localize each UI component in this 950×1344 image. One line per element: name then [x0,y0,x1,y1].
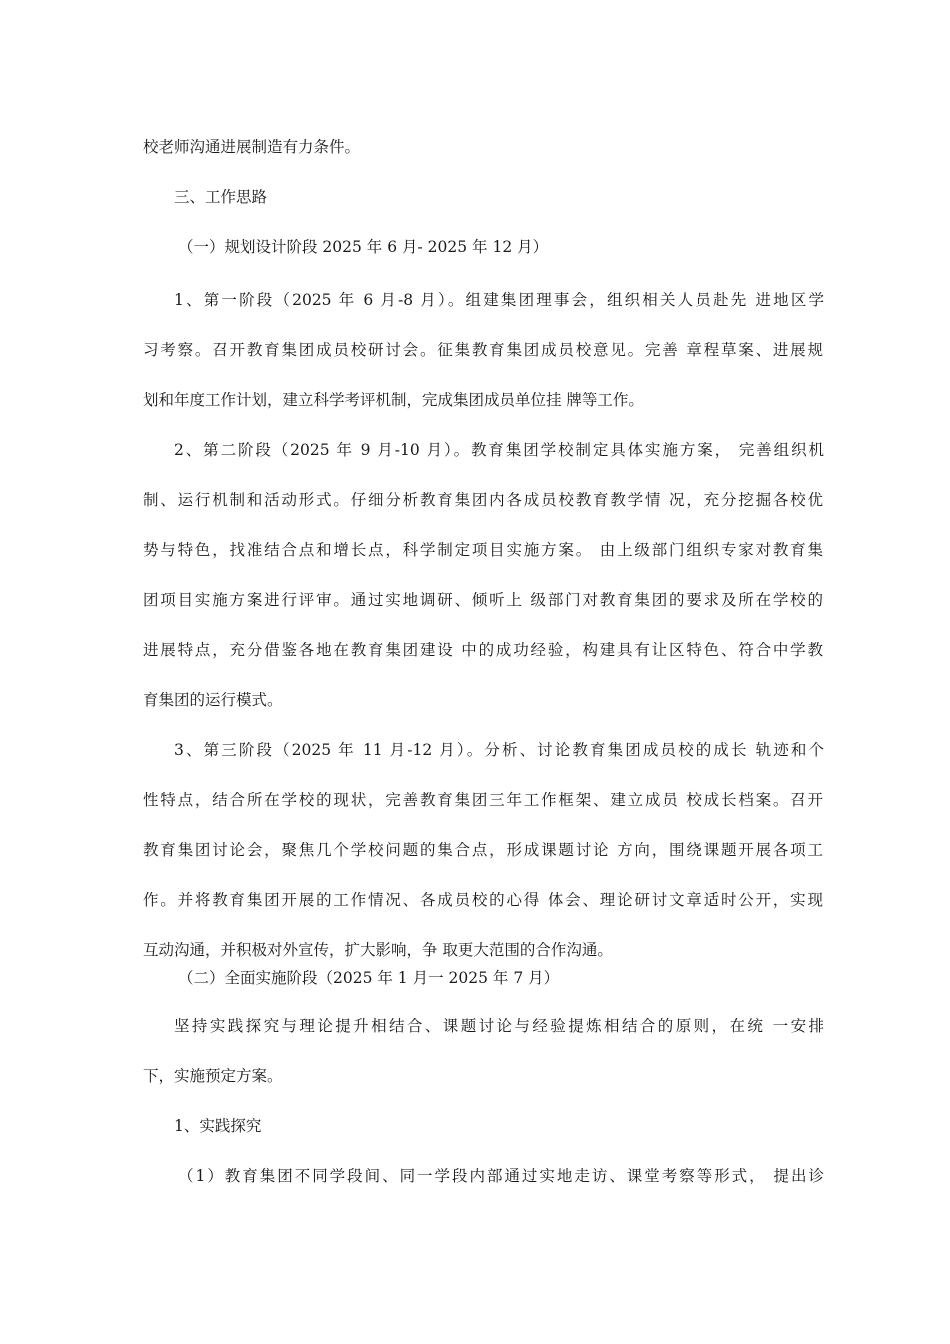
paragraph-line: 坚持实践探究与理论提升相结合、课题讨论与经验提炼相结合的原则，在统 一安排 [174,1017,824,1035]
paragraph-line: 势与特色，找准结合点和增长点，科学制定项目实施方案。 由上级部门组织专家对教育集 [143,541,823,559]
subsection-heading: （二）全面实施阶段（2025 年 1 月一 2025 年 7 月） [178,969,560,987]
section-heading: 三、工作思路 [174,188,268,206]
paragraph-line: （1）教育集团不同学段间、同一学段内部通过实地走访、课堂考察等形式， 提出诊 [178,1167,824,1185]
paragraph-line: 划和年度工作计划，建立科学考评机制，完成集团成员单位挂 牌等工作。 [143,391,644,409]
paragraph-line: 进展特点，充分借鉴各地在教育集团建设 中的成功经验，构建具有让区特色、符合中学教 [143,641,823,659]
paragraph-line: 习考察。召开教育集团成员校研讨会。征集教育集团成员校意见。完善 章程草案、进展规 [143,341,823,359]
paragraph-line: 制、运行机制和活动形式。仔细分析教育集团内各成员校教育教学情 况，充分挖掘各校优 [143,491,823,509]
paragraph-line: 下，实施预定方案。 [143,1067,283,1085]
paragraph-line: 校老师沟通进展制造有力条件。 [143,138,361,156]
paragraph-line: 2、第二阶段（2025 年 9 月-10 月）。教育集团学校制定具体实施方案， 完善组织机 [174,441,824,459]
paragraph-line: 3、第三阶段（2025 年 11 月-12 月）。分析、讨论教育集团成员校的成长 轨迹和个 [174,741,824,759]
paragraph-line: 育集团的运行模式。 [143,691,283,709]
subsection-heading: （一）规划设计阶段 2025 年 6 月- 2025 年 12 月） [178,238,549,256]
paragraph-line: 互动沟通，并积极对外宣传，扩大影响，争 取更大范围的合作沟通。 [143,941,613,959]
subsection-heading: 1、实践探究 [174,1117,262,1135]
paragraph-line: 1、第一阶段（2025 年 6 月-8 月）。组建集团理事会，组织相关人员赴先 进地区学 [174,291,824,309]
paragraph-line: 团项目实施方案进行评审。通过实地调研、倾听上 级部门对教育集团的要求及所在学校的 [143,591,823,609]
paragraph-line: 教育集团讨论会，聚焦几个学校问题的集合点，形成课题讨论 方向，围绕课题开展各项工 [143,841,823,859]
paragraph-line: 性特点，结合所在学校的现状，完善教育集团三年工作框架、建立成员 校成长档案。召开 [143,791,823,809]
paragraph-line: 作。并将教育集团开展的工作情况、各成员校的心得 体会、理论研讨文章适时公开，实现 [143,891,823,909]
